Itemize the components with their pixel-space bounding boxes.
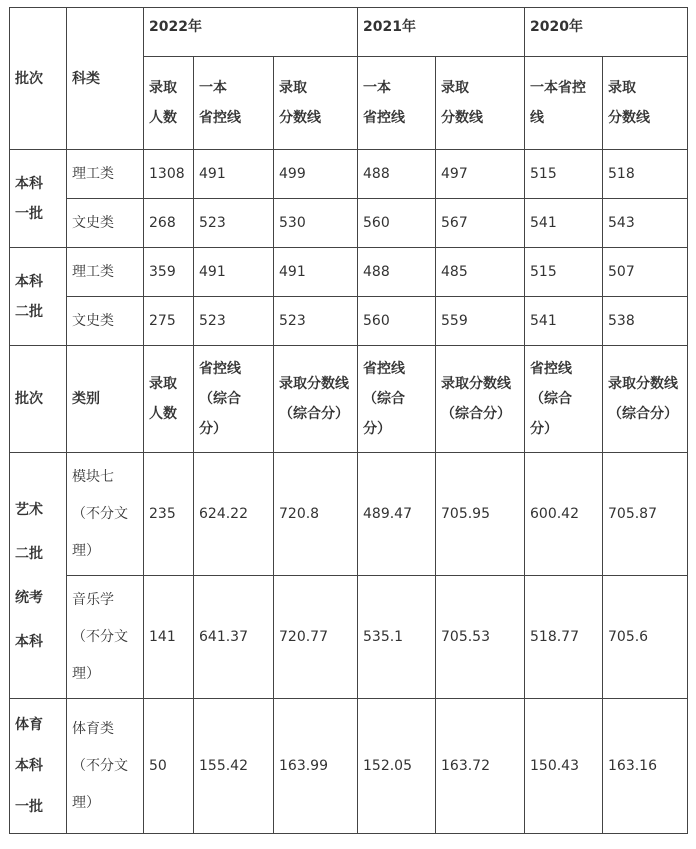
text-multiline: 省控线 （综合 分） (530, 361, 572, 437)
header2-category: 类别 (67, 346, 144, 453)
header-batch: 批次 (10, 8, 67, 150)
value-cell: 163.72 (436, 699, 525, 834)
value-cell: 720.8 (274, 453, 358, 576)
text-multiline: 一本省控 线 (530, 80, 586, 126)
header-year-2020: 2020年 (525, 8, 688, 57)
value-cell: 268 (144, 199, 194, 248)
batch-cell (10, 699, 67, 834)
category-cell (67, 576, 144, 699)
text-multiline: 音乐学 （不分文 理） (72, 591, 128, 682)
category-cell (67, 453, 144, 576)
category-cell: 理工类 (67, 150, 144, 199)
header-2022-score-line (274, 57, 358, 150)
value-cell: 507 (603, 248, 688, 297)
text-multiline: 录取 分数线 (441, 80, 483, 126)
value-cell: 515 (525, 150, 603, 199)
batch-cell (10, 453, 67, 699)
header2-col (194, 346, 274, 453)
value-cell: 624.22 (194, 453, 274, 576)
value-cell: 518.77 (525, 576, 603, 699)
value-cell: 600.42 (525, 453, 603, 576)
header2-col (603, 346, 688, 453)
header-2021-provincial-line (358, 57, 436, 150)
text-multiline: 录取分数线 （综合分） (441, 376, 511, 422)
text-multiline: 录取分数线 （综合分） (279, 376, 349, 422)
text-multiline: 录取分数线 （综合分） (608, 376, 678, 422)
text-multiline: 录取 分数线 (279, 80, 321, 126)
value-cell: 641.37 (194, 576, 274, 699)
value-cell: 497 (436, 150, 525, 199)
text-multiline: 一本 省控线 (363, 80, 405, 126)
text-multiline: 省控线 （综合 分） (199, 361, 241, 437)
text-multiline: 模块七 （不分文 理） (72, 468, 128, 559)
category-cell: 理工类 (67, 248, 144, 297)
header-2022-provincial-line (194, 57, 274, 150)
value-cell: 491 (274, 248, 358, 297)
header2-col (525, 346, 603, 453)
value-cell: 705.53 (436, 576, 525, 699)
header-category: 科类 (67, 8, 144, 150)
value-cell: 499 (274, 150, 358, 199)
header-2020-score-line (603, 57, 688, 150)
value-cell: 560 (358, 199, 436, 248)
value-cell: 152.05 (358, 699, 436, 834)
text-multiline: 艺术 二批 统考 本科 (15, 501, 43, 650)
value-cell: 275 (144, 297, 194, 346)
value-cell: 523 (194, 297, 274, 346)
value-cell: 163.16 (603, 699, 688, 834)
header2-col (358, 346, 436, 453)
header2-col (274, 346, 358, 453)
value-cell: 541 (525, 297, 603, 346)
value-cell: 488 (358, 248, 436, 297)
value-cell: 515 (525, 248, 603, 297)
value-cell: 560 (358, 297, 436, 346)
value-cell: 543 (603, 199, 688, 248)
header-year-2022: 2022年 (144, 8, 358, 57)
header-2022-admit-count (144, 57, 194, 150)
value-cell: 523 (274, 297, 358, 346)
value-cell: 489.47 (358, 453, 436, 576)
value-cell: 705.87 (603, 453, 688, 576)
text-multiline: 录取 人数 (149, 376, 177, 422)
text-multiline: 体育 本科 一批 (15, 716, 43, 815)
category-cell: 文史类 (67, 297, 144, 346)
value-cell: 705.95 (436, 453, 525, 576)
header2-col (436, 346, 525, 453)
value-cell: 155.42 (194, 699, 274, 834)
value-cell: 491 (194, 248, 274, 297)
value-cell: 485 (436, 248, 525, 297)
value-cell: 541 (525, 199, 603, 248)
value-cell: 488 (358, 150, 436, 199)
text-multiline: 录取 分数线 (608, 80, 650, 126)
value-cell: 150.43 (525, 699, 603, 834)
header-year-2021: 2021年 (358, 8, 525, 57)
value-cell: 50 (144, 699, 194, 834)
header2-batch: 批次 (10, 346, 67, 453)
value-cell: 720.77 (274, 576, 358, 699)
header-2020-provincial-line (525, 57, 603, 150)
batch-cell (10, 248, 67, 346)
value-cell: 705.6 (603, 576, 688, 699)
value-cell: 530 (274, 199, 358, 248)
text-multiline: 本科 一批 (15, 175, 43, 222)
category-cell (67, 699, 144, 834)
value-cell: 535.1 (358, 576, 436, 699)
value-cell: 141 (144, 576, 194, 699)
category-cell: 文史类 (67, 199, 144, 248)
admission-score-table (9, 7, 688, 834)
header-2021-score-line (436, 57, 525, 150)
value-cell: 491 (194, 150, 274, 199)
value-cell: 235 (144, 453, 194, 576)
text-multiline: 体育类 （不分文 理） (72, 720, 128, 811)
text-multiline: 一本 省控线 (199, 80, 241, 126)
value-cell: 518 (603, 150, 688, 199)
text-multiline: 本科 二批 (15, 273, 43, 320)
value-cell: 359 (144, 248, 194, 297)
batch-cell (10, 150, 67, 248)
text-multiline: 录取 人数 (149, 80, 177, 126)
value-cell: 1308 (144, 150, 194, 199)
value-cell: 559 (436, 297, 525, 346)
header2-col (144, 346, 194, 453)
value-cell: 567 (436, 199, 525, 248)
value-cell: 163.99 (274, 699, 358, 834)
value-cell: 538 (603, 297, 688, 346)
text-multiline: 省控线 （综合 分） (363, 361, 405, 437)
value-cell: 523 (194, 199, 274, 248)
